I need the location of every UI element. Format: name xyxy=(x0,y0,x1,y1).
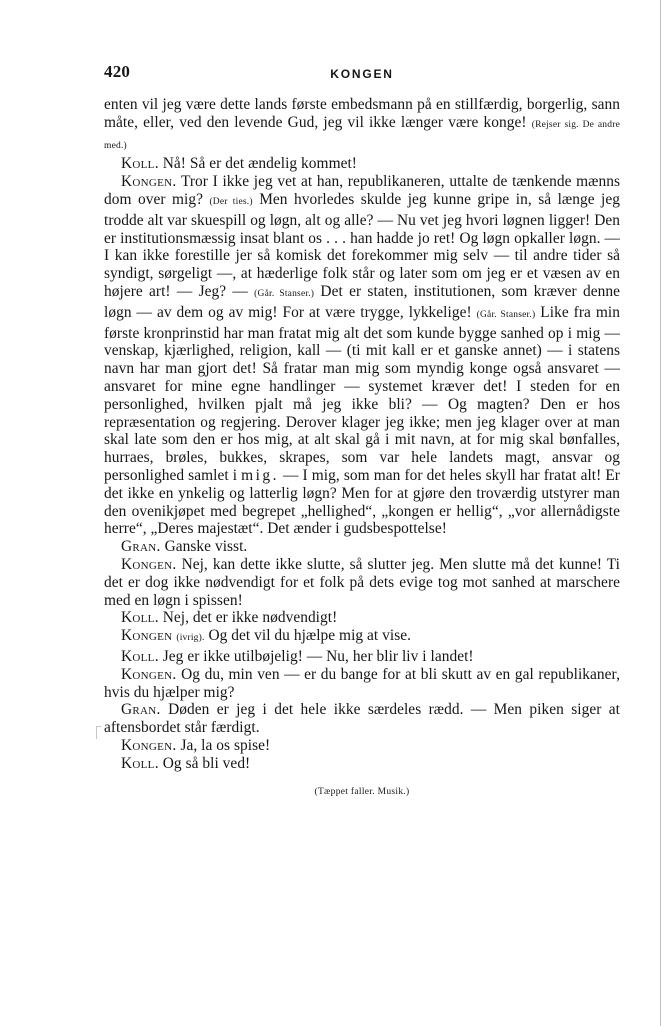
speaker-name: Koll. xyxy=(121,647,159,665)
running-title: KONGEN xyxy=(330,67,394,81)
speech-koll xyxy=(104,648,620,666)
speaker-name: Gran. xyxy=(121,701,161,719)
speech-text: Nej, kan dette ikke slutte, så slutter jeg. Men slutte må det kunne! Ti det er dog ikke nødvendigt for et folk på dets evige tog mot sanhed at marschere med en løgn i spissen! xyxy=(104,555,620,609)
page-header xyxy=(104,62,620,86)
speech-text: Og så bli ved! xyxy=(162,754,251,772)
stage-direction: (Går. Stanser.) xyxy=(254,288,315,299)
speech-koll xyxy=(104,609,620,627)
stage-direction: (Rejser sig. De andre med.) xyxy=(104,119,620,151)
speaker-name: Kongen xyxy=(121,627,173,645)
stage-direction: (Der ties.) xyxy=(209,196,253,207)
speaker-name: Koll. xyxy=(121,155,159,173)
stage-direction: (ivrig). xyxy=(176,633,205,644)
speaker-name: Koll. xyxy=(121,609,159,627)
speech-koll xyxy=(104,755,620,773)
page-number: 420 xyxy=(104,62,131,81)
emphasized-word: mig. xyxy=(241,466,279,484)
paragraph-continuation xyxy=(104,96,620,155)
speech-text: Like fra min første kronprinstid har man fratat mig alt det som kunde bygge sanhed op i mig — venskap, kjærlighed, religion, kall — (ti mit kall er et ganske annet) — i statens navn har man gjort det! Så fratar man mig som myndig konge også ansvaret — ansvaret for mine egne handlinger — systemet kræver det! I steden for en personlighed, hvilken pjalt må jeg ikke bli? — Og magten? Den er hos repræsentation og regjering. Derover klager jeg ikke; men jeg klager over at man skal late som den er hos mig, at alt skal gå i mit navn, at for mig skal bønfalles, hurraes, brøles, bukkes, skrapes, som var hele landets magt, ansvar og personlighed samlet i xyxy=(104,303,620,484)
speech-text: Tror I ikke jeg vet at han, republikaneren, uttalte de tænkende mænns dom over mig? xyxy=(104,173,620,208)
speech-kongen xyxy=(104,666,620,702)
speech-text: Nå! Så er det ændelig kommet! xyxy=(162,155,357,173)
speaker-name: Kongen. xyxy=(121,173,177,191)
scan-edge-line xyxy=(660,0,661,1026)
speech-text: Døden er jeg i det hele ikke særdeles rædd. — Men piken siger at aftensbordet står færdigt. xyxy=(104,701,621,737)
speech-text: Jeg er ikke utilbøjelig! — Nu, her blir liv i landet! xyxy=(162,647,474,665)
speaker-name: Kongen. xyxy=(121,555,177,573)
speech-text: Ja, la os spise! xyxy=(180,736,271,754)
page-body xyxy=(104,96,620,802)
speaker-name: Kongen. xyxy=(121,665,177,683)
speech-text: enten vil jeg være dette lands første embedsmann på en stillfærdig, borgerlig, sann måte, eller, ved den levende Gud, jeg vil ikke længer være konge! xyxy=(104,96,620,131)
speech-kongen xyxy=(104,627,620,648)
stage-direction: (Går. Stanser.) xyxy=(476,309,536,320)
speech-gran xyxy=(104,701,620,737)
speech-text: Og du, min ven — er du bange for at bli skutt av en gal republikaner, hvis du hjælper mig? xyxy=(104,665,620,701)
speech-gran xyxy=(104,538,620,556)
closing-stage-direction: (Tæppet faller. Musik.) xyxy=(314,787,410,798)
speech-kongen xyxy=(104,556,620,609)
speech-text: Nej, det er ikke nødvendigt! xyxy=(162,609,338,627)
speech-text: Og det vil du hjælpe mig at vise. xyxy=(208,627,412,645)
margin-mark xyxy=(96,726,101,739)
speech-text: Men hvorledes skulde jeg kunne gripe in, så længe jeg trodde alt var skuespill og løgn, alt og alle? — Nu vet jeg hvori løgnen ligger! Den er institutionsmæssig insat blant os . . . han hadde jo ret! Og løgn opkaller løgn. — I kan ikke forestille jer så komisk det forekommer mig selv — til andre tider så syndigt, sørgeligt —, at hæderlige folk står og later som om jeg er et væsen av en højere art! — Jeg? — xyxy=(104,190,621,300)
speech-kongen xyxy=(104,737,620,755)
speaker-name: Koll. xyxy=(121,754,159,772)
speech-text: Ganske visst. xyxy=(164,538,248,556)
speech-text: — I mig, som man for det heles skyll har fratat alt! Er det ikke en ynkelig og latterlig løgn? Men for at gjøre den troværdig utstyrer man den ovenikjøpet med begrepet „hellighed“, „kongen er hellig“, „vor allernådigste herre“, „Deres majestæt“. Det ænder i gudsbespottelse! xyxy=(104,466,620,538)
speech-koll xyxy=(104,155,620,173)
speech-kongen xyxy=(104,173,620,538)
speaker-name: Gran. xyxy=(121,538,161,556)
speaker-name: Kongen. xyxy=(121,736,177,754)
speech-text: Det er staten, institutionen, som kræver denne løgn — av dem og av mig! For at være trygge, lykkelige! xyxy=(104,282,620,321)
